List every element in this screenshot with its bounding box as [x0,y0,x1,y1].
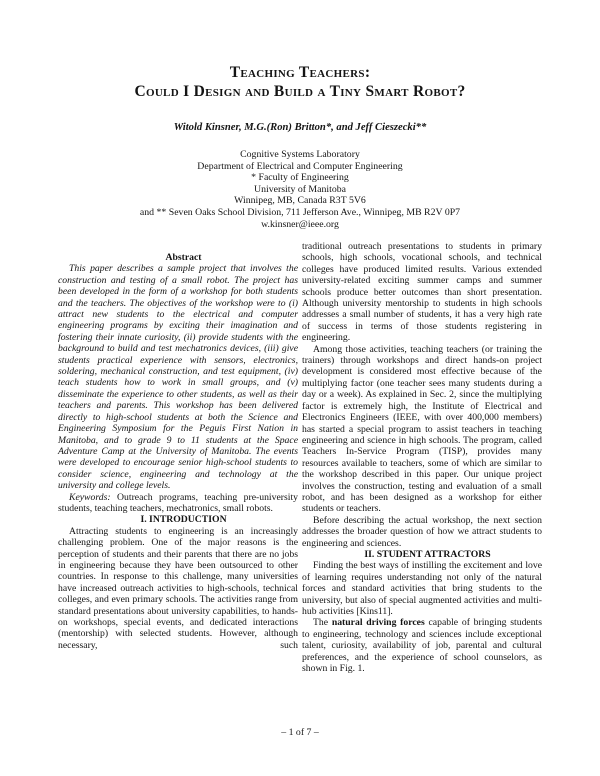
paragraph5-pre: The [313,617,332,629]
authors-line: Witold Kinsner, M.G.(Ron) Britton*, and Jeff Cieszecki** [173,122,427,133]
body-paragraph-2: Among those activities, teaching teachers (or training the trainers) through workshops and direct hands-on project development is considered most effective because of the multiplying factor (one teacher sees many students during a day or a week). As explained in Sec. 2, since the multiplying factor is extremely high, the Institute of Electrical and Electronics Engineers (IEEE, with over 400,000 members) has started a special program to assist teachers in teaching engineering and science in high schools. The program, called Teachers In-Service Program (TISP), provides many resources available to teachers, some of which are similar to the workshop described in this paper. Our unique project involves the construction, testing and evaluation of a small robot, and has been designed as a workshop for either students or teachers. [302,343,542,515]
abstract-heading: Abstract [165,252,202,263]
paragraph5-post: capable of bringing students to engineering, technology and sciences include exceptional talent, curiosity, availability of job, parental and cultural preferences, and the experience of school counselors, as shown in Fig. 1. [302,617,543,675]
page-number: – 1 of 7 – [281,727,319,738]
section-heading-introduction: I. INTRODUCTION [140,514,227,526]
paper-title-line1: Teaching Teachers: [229,64,371,81]
body-paragraph-4: Finding the best ways of instilling the excitement and love of learning requires understanding not only of the natural forces and standard activities that bring students to the university, but also of special augmented activities and multi-hub activities [Kins11]. [302,560,542,617]
affiliation-line-university: University of Manitoba [254,183,346,195]
affiliation-line-lab: Cognitive Systems Laboratory [240,149,360,160]
paper-title-line2: Could I Design and Build a Tiny Smart Robot? [134,82,466,100]
affiliation-line-school-division: and ** Seven Oaks School Division, 711 Jefferson Ave., Winnipeg, MB R2V 0P7 [139,206,461,218]
affiliation-block [0,149,600,230]
body-paragraph-3: Before describing the actual workshop, the next section addresses the broader question of how we attract students to engineering and sciences. [302,514,542,549]
abstract-paragraph: This paper describes a sample project that involves the construction and testing of a small robot. The project has been developed in the form of a workshop for both students and the teachers. The objectives of the workshop were to (i) attract new students to the electrical and computer engineering programs by exciting their imagination and fostering their innate curiosity, (ii) provide students with the background to build and test mechatronics devices, (iii) give students practical experience with sensors, electronics, soldering, mechanical construction, and test equipment, (iv) teach students how to work in small groups, and (v) disseminate the experience to other students, as well as their teachers and parents. This workshop has been delivered directly to high-school students at both the Science and Engineering Symposium for the Peguis First Nation in Manitoba, and to grade 9 to 11 students at the Space Adventure Camp at the University of Manitoba. The events were developed to encourage senior high-school students to consider science, engineering and technology at the university and college levels. [58,263,298,492]
keywords-text: Outreach programs, teaching pre-university students, teaching teachers, mechatronics, small robots. [58,491,298,514]
affiliation-line-email: w.kinsner@ieee.org [261,218,339,230]
affiliation-line-faculty: * Faculty of Engineering [251,172,349,184]
paper-title [0,64,600,101]
body-paragraph-1: traditional outreach presentations to students in primary schools, high schools, vocational schools, and technical colleges have produced limited results. Various extended university-related exciting summer camps and summer schools produce better outcomes than short presentation. Although university mentorship to students in high schools addresses a small number of students, it has a very high rate of success in terms of those students registering in engineering. [302,241,542,344]
left-column [58,252,298,651]
body-paragraph-5 [302,617,542,674]
keywords-label: Keywords: [69,491,111,503]
introduction-paragraph: Attracting students to engineering is an increasingly challenging problem. One of the major reasons is the perception of students and their parents that there are no jobs in engineering because they have been outsourced to other countries. In response to this challenge, many universities have increased outreach activities to high-schools, technical colleges, and even primary schools. The activities range from standard presentations about university capabilities, to hands-on workshops, special events, and dedicated interactions (mentorship) with selected students. However, although necessary, such [58,525,298,651]
affiliation-line-city: Winnipeg, MB, Canada R3T 5V6 [234,195,366,207]
affiliation-line-department: Department of Electrical and Computer Engineering [197,160,403,172]
keywords-paragraph [58,492,298,515]
paragraph5-bold-phrase: natural driving forces [331,617,425,629]
section-heading-student-attractors: II. STUDENT ATTRACTORS [364,548,491,560]
right-column [302,241,542,674]
